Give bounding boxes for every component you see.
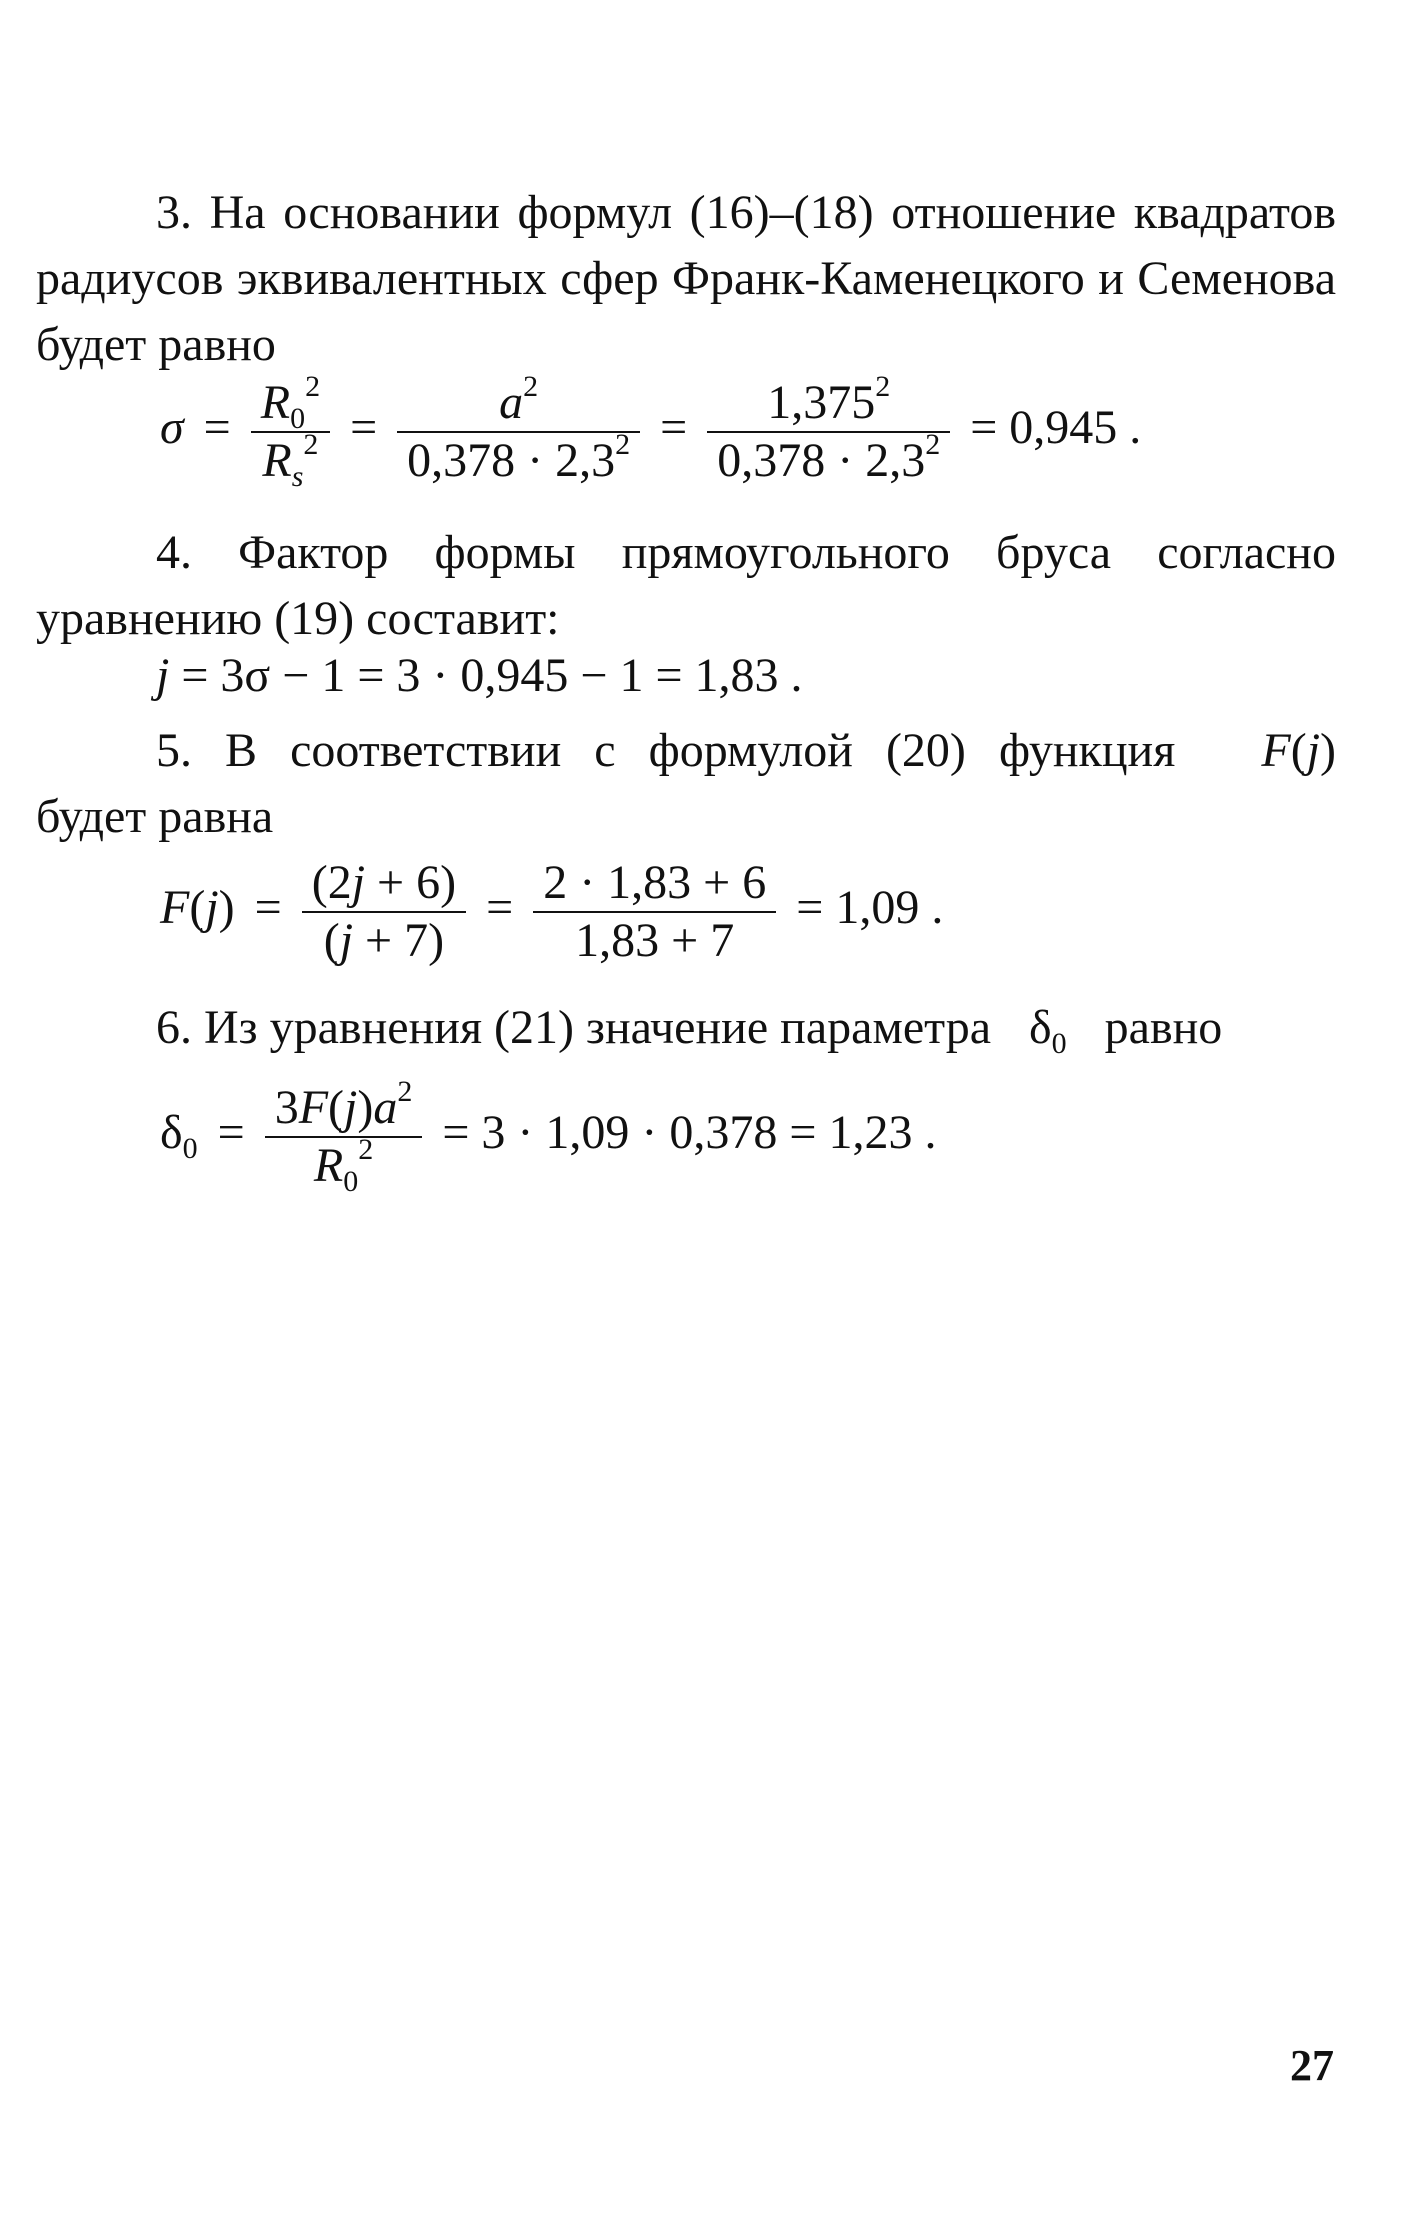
paragraph-6-text: 6. Из уравнения (21) значение параметра (156, 1001, 992, 1054)
formula-f: F(j) = $\frac{(2j + 6)}{(j + 7)}$ = $\frac{2 \cdot 1,83 + 6}{1,83 + 7}$ = 1,09 . (160, 855, 951, 969)
superscript: 2 (615, 428, 631, 461)
subscript: 0 (182, 1132, 198, 1166)
denominator-text: 1,83 + 7 (575, 914, 735, 967)
superscript: 2 (358, 1133, 374, 1166)
formula-delta: $\delta_0$ = $\frac{3F(j)a^2}{R_0^2}$ = 3 · 1,09 · 0,378 = 1,23 . (160, 1080, 944, 1194)
subscript: 0 (343, 1165, 359, 1198)
paragraph-6 (36, 995, 1336, 1061)
paragraph-4 (36, 520, 1336, 652)
formula-j (156, 648, 803, 703)
paragraph-4-text: 4. Фактор формы прямоугольного бруса согласно уравнению (19) составит: (36, 526, 1336, 645)
numerator-prefix: (2 (311, 856, 352, 909)
a-symbol: a (373, 1081, 398, 1134)
paragraph-3-text: 3. На основании формул (16)–(18) отношение квадратов радиусов эквивалентных сфер Франк-Каменецкого и Семенова будет равно (36, 186, 1336, 371)
j-symbol: j (1306, 724, 1321, 777)
paragraph-3 (36, 180, 1336, 378)
superscript: 2 (875, 370, 891, 403)
sigma-symbol: σ (160, 401, 184, 455)
fraction-a2 (397, 370, 640, 489)
fraction-delta: $\frac{3F(j)a^2}{R_0^2}$ (265, 1080, 423, 1194)
j-symbol: j (339, 914, 354, 967)
f-result: = 1,09 . (796, 881, 944, 935)
paragraph-5-tail: будет равна (36, 790, 274, 843)
superscript: 2 (925, 428, 941, 461)
numerator-text: 1,375 (767, 376, 876, 429)
subscript: 0 (1051, 1027, 1067, 1060)
subscript: s (291, 460, 304, 493)
denominator-text: 0,378 · 2,3 (407, 434, 616, 487)
j-symbol: j (344, 1081, 358, 1134)
a-symbol: a (499, 376, 524, 429)
paragraph-6-tail: равно (1104, 1001, 1223, 1054)
r-symbol: R (260, 376, 291, 429)
delta-symbol: δ (1029, 1001, 1052, 1054)
superscript: 2 (303, 428, 319, 461)
numerator-coefficient: 3 (274, 1081, 299, 1134)
delta-result: = 3 · 1,09 · 0,378 = 1,23 . (442, 1106, 937, 1160)
denominator-text: 0,378 · 2,3 (717, 434, 926, 487)
function-f-symbol: F (298, 1081, 329, 1134)
fraction-numeric (707, 370, 950, 489)
r-symbol: R (262, 434, 292, 487)
subscript: 0 (290, 402, 306, 435)
denominator-prefix: ( (323, 914, 340, 967)
fraction-symbolic (302, 855, 466, 969)
j-symbol: j (351, 856, 366, 909)
r-symbol: R (313, 1139, 344, 1192)
function-f-symbol: F (1261, 724, 1291, 777)
fraction-numeric (533, 855, 776, 969)
page-number: 27 (1290, 2041, 1334, 2090)
fraction-r0-rs (251, 370, 330, 493)
paragraph-5-text: 5. В соответствии с формулой (20) функция (156, 724, 1176, 777)
sigma-result: = 0,945 . (970, 401, 1142, 455)
superscript: 2 (523, 370, 539, 403)
delta-symbol: δ (160, 1106, 183, 1160)
superscript: 2 (397, 1075, 413, 1108)
numerator-suffix: + 6) (365, 856, 457, 909)
j-symbol: j (156, 649, 170, 702)
function-f-symbol: F (160, 881, 190, 935)
equals-sign: = (350, 401, 378, 455)
paragraph-5-line-2 (36, 784, 1336, 850)
formula-sigma (160, 370, 1149, 493)
paragraph-5-line-1: 5. В соответствии с формулой (20) функция F(j) (156, 724, 1337, 777)
equals-sign: = (203, 401, 231, 455)
equals-sign: = (660, 401, 688, 455)
j-symbol: j (205, 881, 219, 935)
formula-j-expression: = 3σ − 1 = 3 · 0,945 − 1 = 1,83 . (169, 649, 803, 702)
numerator-text: 2 · 1,83 + 6 (543, 856, 767, 909)
denominator-suffix: + 7) (353, 914, 445, 967)
superscript: 2 (305, 370, 321, 403)
paragraph-5 (36, 718, 1336, 850)
